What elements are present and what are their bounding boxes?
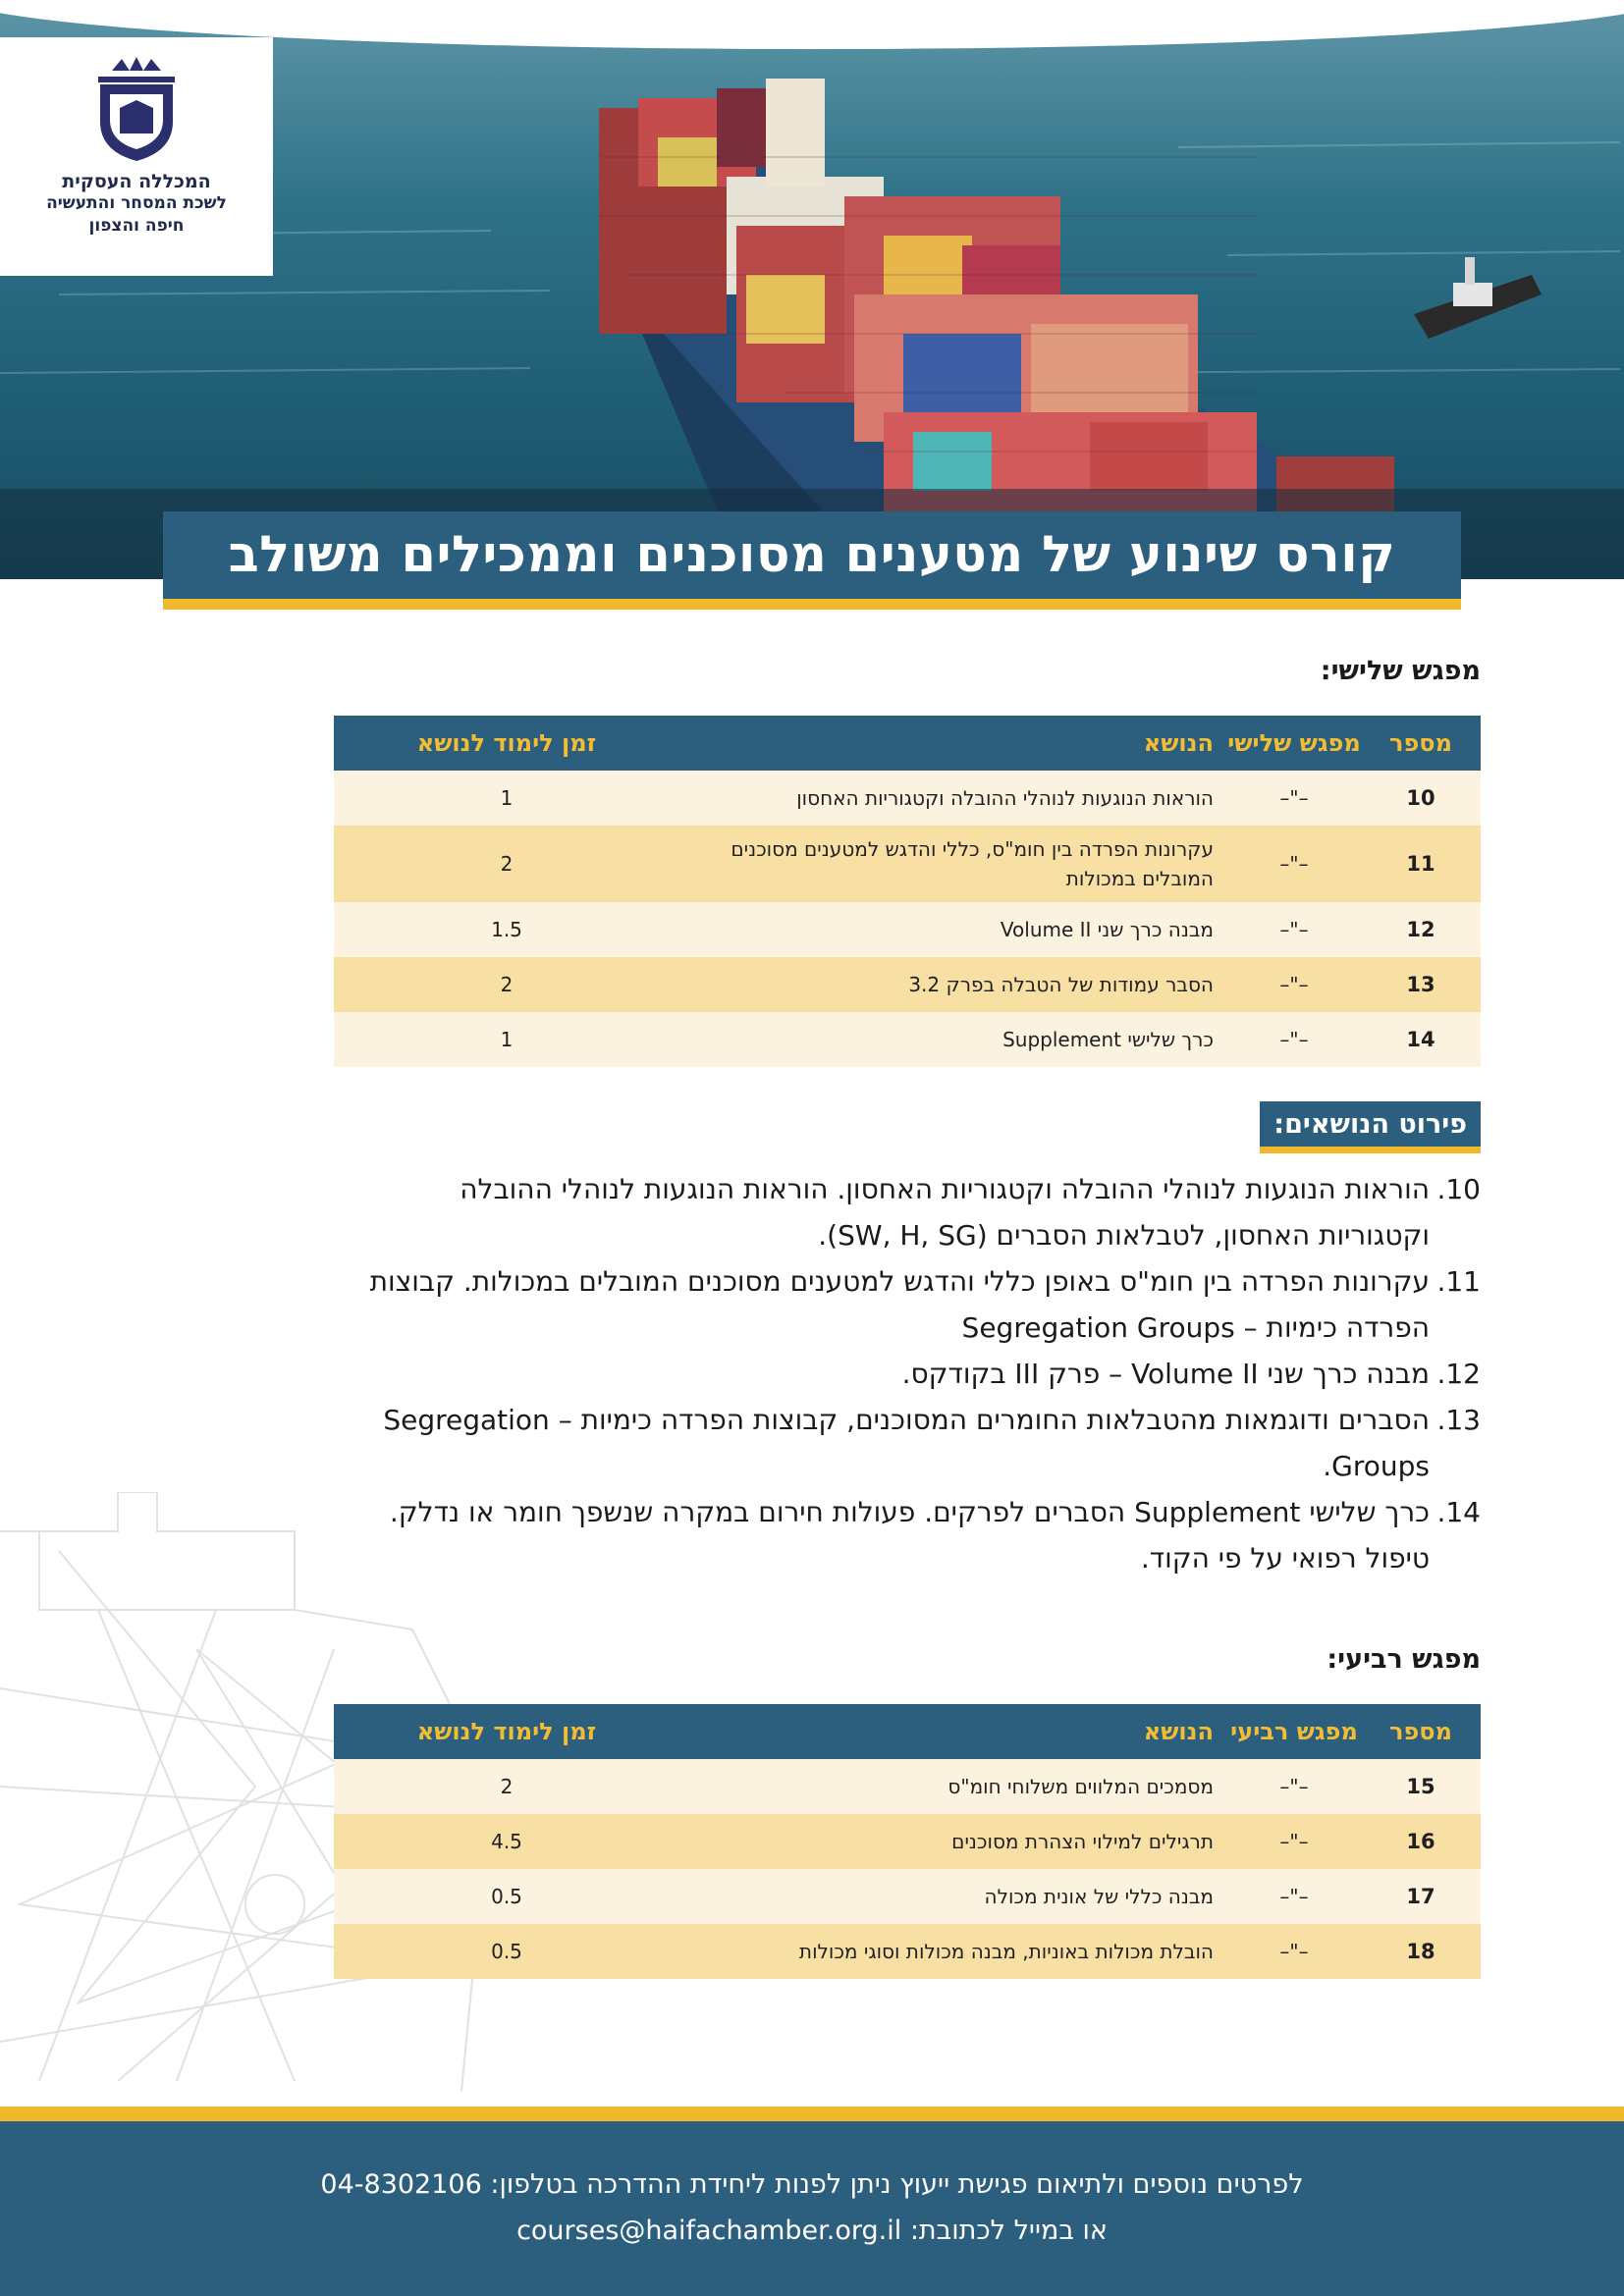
cell-time: 2 [500,973,514,996]
hero-image [0,0,1624,579]
cell-meeting: –"– [1279,1830,1309,1853]
col-header-meeting: מפגש רביעי [1230,1718,1358,1745]
cell-number: 15 [1406,1775,1435,1798]
cell-time: 1.5 [491,918,522,941]
item-number: 10. [1436,1173,1481,1205]
item-number: 14. [1436,1496,1481,1528]
cell-number: 14 [1406,1028,1435,1051]
item-number: 12. [1436,1358,1481,1390]
col-header-topic: הנושא [1143,1718,1214,1745]
cell-meeting: –"– [1279,1940,1309,1963]
cell-topic: תרגילים למילוי הצהרת מסוכנים [951,1830,1214,1853]
cell-meeting: –"– [1279,852,1309,876]
cell-topic: הובלת מכולות באוניות, מבנה מכולות וסוגי מכולות [798,1940,1214,1963]
list-item [342,1397,1481,1489]
cell-meeting: –"– [1279,918,1309,941]
col-header-number: מספר [1389,1718,1452,1745]
cell-time: 1 [500,1028,514,1051]
cell-topic: כרך שלישי Supplement [1002,1028,1214,1051]
footer-accent-line [0,2107,1624,2121]
cell-time: 1 [500,786,514,810]
table-row [334,771,1481,826]
cell-topic: מבנה כרך שני Volume II [1000,918,1214,941]
cell-number: 12 [1406,918,1435,941]
cell-meeting: –"– [1279,1885,1309,1908]
item-text: הוראות הנוגעות לנוהלי ההובלה וקטגוריות האחסון. הוראות הנוגעות לנוהלי ההובלה וקטגוריות האחסון, לטבלאות הסברים (SW, H, SG). [460,1173,1430,1252]
topics-detail-heading: פירוט הנושאים: [1260,1101,1481,1153]
footer-contact-email[interactable]: או במייל לכתובת: courses@haifachamber.org.il [516,2216,1108,2246]
cell-number: 18 [1406,1940,1435,1963]
logo-region: חיפה והצפון [88,216,185,236]
list-item [342,1258,1481,1351]
cell-number: 17 [1406,1885,1435,1908]
col-header-time: זמן לימוד לנושא [416,1718,597,1745]
cell-topic: הוראות הנוגעות לנוהלי ההובלה וקטגוריות האחסון [796,786,1214,810]
cell-topic: מסמכים המלווים משלוחי חומ"ס [947,1775,1214,1798]
cell-meeting: –"– [1279,973,1309,996]
list-item [342,1166,1481,1258]
item-text: הסברים ודוגמאות מהטבלאות החומרים המסוכנים, קבוצות הפרדה כימיות – Segregation Groups. [383,1404,1430,1482]
cell-meeting: –"– [1279,1775,1309,1798]
cell-time: 4.5 [491,1830,522,1853]
cell-meeting: –"– [1279,786,1309,810]
cell-topic: עקרונות הפרדה בין חומ"ס, כללי והדגש למטענים מסוכנים המובלים במכולות [731,837,1214,890]
crest-logo [92,57,181,163]
cell-number: 16 [1406,1830,1435,1853]
col-header-number: מספר [1389,729,1452,757]
cell-meeting: –"– [1279,1028,1309,1051]
cell-number: 10 [1406,786,1435,810]
topics-detail-list [342,1166,1481,1581]
meeting3-table [334,716,1481,1067]
item-number: 13. [1436,1404,1481,1436]
item-text: מבנה כרך שני Volume II – פרק III בקודקס. [901,1358,1430,1390]
cell-topic: הסבר עמודות של הטבלה בפרק 3.2 [908,973,1214,996]
table-row [334,957,1481,1012]
cell-number: 11 [1406,852,1435,876]
item-text: עקרונות הפרדה בין חומ"ס באופן כללי והדגש למטענים מסוכנים המובלים במכולות. קבוצות הפרדה כימיות – Segregation Groups [369,1265,1430,1344]
table-row [334,1814,1481,1869]
cell-time: 0.5 [491,1940,522,1963]
table-row [334,1869,1481,1924]
list-item [342,1351,1481,1397]
col-header-time: זמן לימוד לנושא [416,729,597,757]
footer-contact-phone: לפרטים נוספים ולתיאום פגישת ייעוץ ניתן לפנות ליחידת ההדרכה בטלפון: 04-8302106 [320,2169,1304,2200]
cell-topic: מבנה כללי של אונית מכולה [984,1885,1214,1908]
table-row [334,1924,1481,1979]
page-title-box [163,511,1461,610]
table-row [334,1759,1481,1814]
table-row [334,902,1481,957]
table-header [334,1704,1481,1759]
cell-time: 2 [500,852,514,876]
list-item [342,1489,1481,1581]
meeting4-table [334,1704,1481,1979]
page-title: קורס שינוע של מטענים מסוכנים וממכילים משולב [228,526,1396,584]
logo-name: המכללה העסקית [62,171,211,192]
footer [0,2121,1624,2296]
cell-number: 13 [1406,973,1435,996]
table-header [334,716,1481,771]
logo-block [0,37,273,276]
meeting3-heading: מפגש שלישי: [1320,656,1481,686]
item-text: כרך שלישי Supplement הסברים לפרקים. פעולות חירום במקרה שנשפך חומר או נדלק. טיפול רפואי על פי הקוד. [389,1496,1430,1575]
cell-time: 2 [500,1775,514,1798]
col-header-meeting: מפגש שלישי [1227,729,1361,757]
table-row [334,1012,1481,1067]
meeting4-heading: מפגש רביעי: [1326,1644,1481,1675]
item-number: 11. [1436,1265,1481,1298]
logo-subtitle: לשכת המסחר והתעשיה [46,193,227,213]
table-row [334,826,1481,902]
cell-time: 0.5 [491,1885,522,1908]
col-header-topic: הנושא [1143,729,1214,757]
